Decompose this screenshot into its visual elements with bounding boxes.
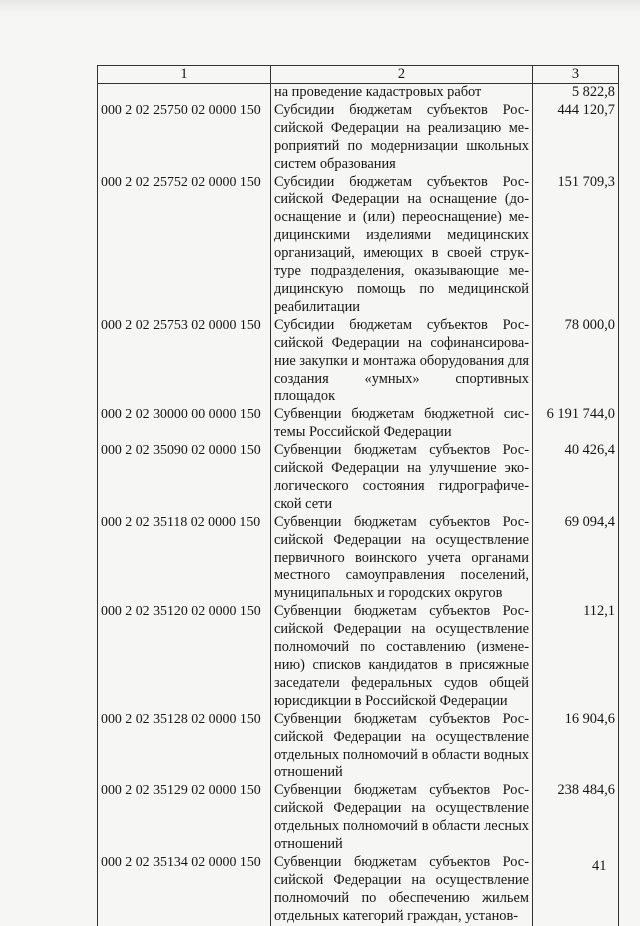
table-row <box>98 603 619 710</box>
item-description: Субвенции бюджетам бюджетной системы Российской Федерации <box>271 406 533 442</box>
table-row <box>98 406 619 442</box>
budget-code: 000 2 02 35118 02 0000 150 <box>98 514 271 604</box>
budget-revenue-table <box>97 65 619 926</box>
table-row <box>98 442 619 514</box>
table-row <box>98 782 619 854</box>
table-row <box>98 854 619 926</box>
table-header-row <box>98 66 619 84</box>
item-amount: 78 000,0 <box>533 317 619 407</box>
item-description: Субвенции бюджетам субъектов Российской Федерации на осуществление полномочий по обеспечению жильем отдельных категорий граждан, установ- <box>271 854 533 926</box>
item-description: Субвенции бюджетам субъектов Российской Федерации на осуществление полномочий по составлению (изменению) списков кандидатов в присяжные заседатели федеральных судов общей юрисдикции в Российской Федерации <box>271 603 533 710</box>
budget-code: 000 2 02 35090 02 0000 150 <box>98 442 271 514</box>
item-amount: 112,1 <box>533 603 619 710</box>
table-row <box>98 174 619 317</box>
item-amount: 444 120,7 <box>533 102 619 174</box>
item-description: Субсидии бюджетам субъектов Российской Федерации на софинансирование закупки и монтажа оборудования для создания «умных» спортивных площадок <box>271 317 533 407</box>
item-amount: 238 484,6 <box>533 782 619 854</box>
item-amount: 40 426,4 <box>533 442 619 514</box>
item-description: Субсидии бюджетам субъектов Российской Федерации на реализацию мероприятий по модернизации школьных систем образования <box>271 102 533 174</box>
budget-code: 000 2 02 25753 02 0000 150 <box>98 317 271 407</box>
budget-code <box>98 84 271 102</box>
item-amount: 69 094,4 <box>533 514 619 604</box>
column-header-name: 2 <box>271 66 533 84</box>
item-description: Субвенции бюджетам субъектов Российской Федерации на осуществление отдельных полномочий в области водных отношений <box>271 711 533 783</box>
budget-code: 000 2 02 35129 02 0000 150 <box>98 782 271 854</box>
table-row <box>98 317 619 407</box>
budget-code: 000 2 02 35120 02 0000 150 <box>98 603 271 710</box>
table-row <box>98 514 619 604</box>
page-number: 41 <box>592 858 607 874</box>
item-description: Субвенции бюджетам субъектов Российской Федерации на осуществление первичного воинского учета органами местного самоуправления поселений, муниципальных и городских округов <box>271 514 533 604</box>
scan-top-shadow <box>0 0 640 14</box>
item-amount: 5 822,8 <box>533 84 619 102</box>
column-header-code: 1 <box>98 66 271 84</box>
budget-code: 000 2 02 25750 02 0000 150 <box>98 102 271 174</box>
column-header-amount: 3 <box>533 66 619 84</box>
budget-code: 000 2 02 35134 02 0000 150 <box>98 854 271 926</box>
budget-code: 000 2 02 35128 02 0000 150 <box>98 711 271 783</box>
item-description: Субвенции бюджетам субъектов Российской Федерации на улучшение экологического состояния гидрографической сети <box>271 442 533 514</box>
item-amount: 151 709,3 <box>533 174 619 317</box>
item-amount: 6 191 744,0 <box>533 406 619 442</box>
table-row <box>98 711 619 783</box>
budget-code: 000 2 02 25752 02 0000 150 <box>98 174 271 317</box>
item-amount: 16 904,6 <box>533 711 619 783</box>
table-row <box>98 102 619 174</box>
item-description: Субвенции бюджетам субъектов Российской Федерации на осуществление отдельных полномочий в области лесных отношений <box>271 782 533 854</box>
item-description: Субсидии бюджетам субъектов Российской Федерации на оснащение (дооснащение и (или) переоснащение) медицинскими изделиями медицинских организаций, имеющих в своей структуре подразделения, оказывающие медицинскую помощь по медицинской реабилитации <box>271 174 533 317</box>
budget-code: 000 2 02 30000 00 0000 150 <box>98 406 271 442</box>
table-row <box>98 84 619 102</box>
item-description: на проведение кадастровых работ <box>271 84 533 102</box>
